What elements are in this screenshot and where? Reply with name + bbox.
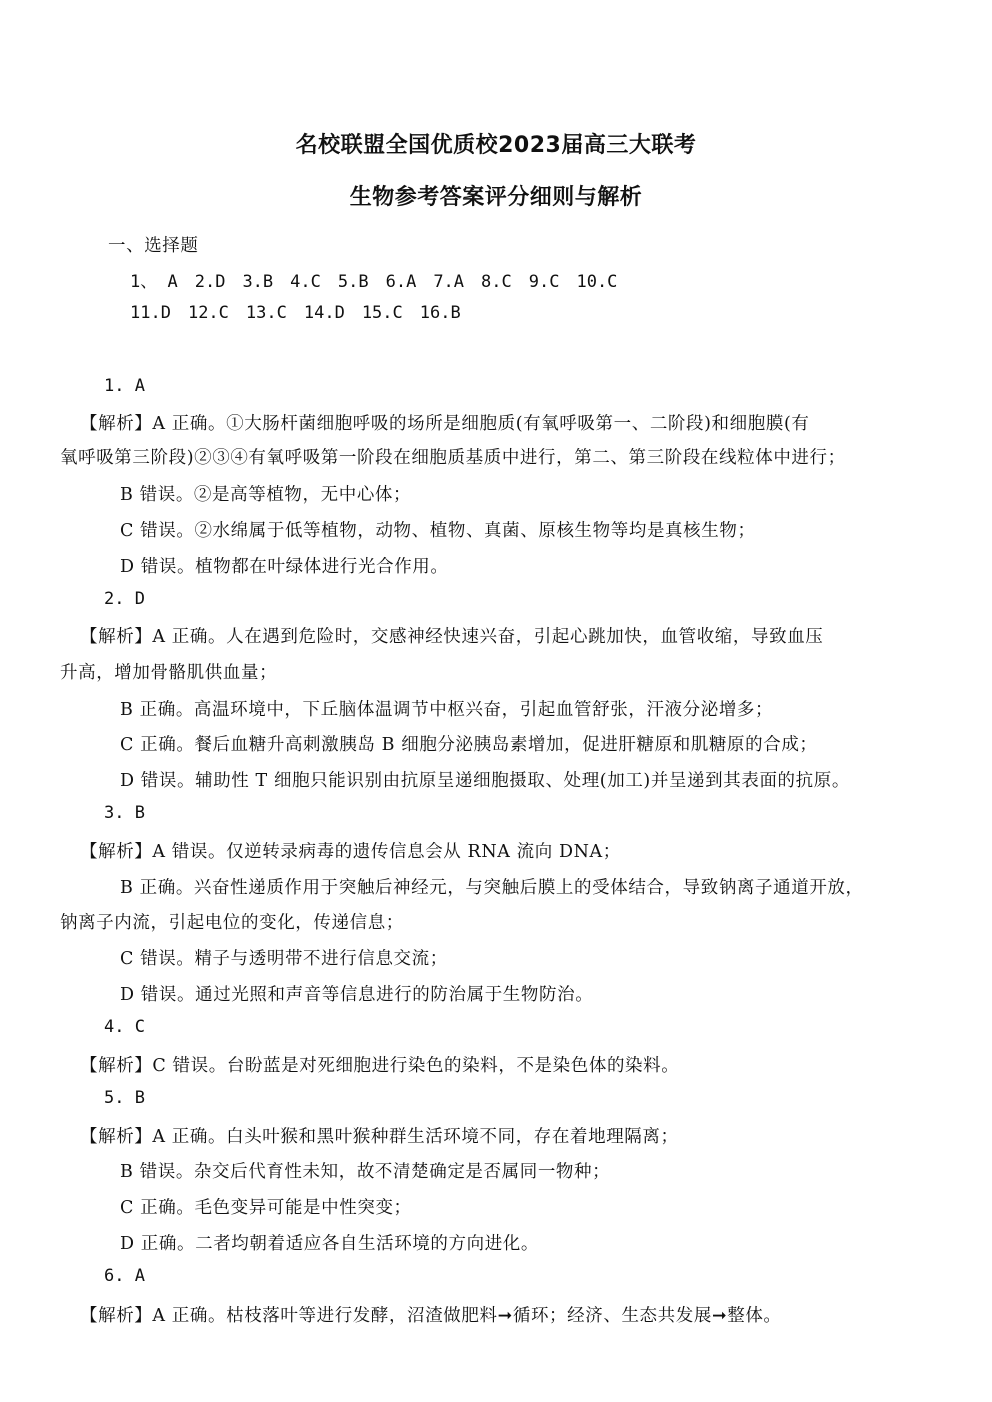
question-3-explanation-line: C 错误。精子与透明带不进行信息交流； — [120, 949, 448, 969]
answer-item: 8.C — [481, 272, 512, 292]
question-2-number: 2. D — [104, 589, 145, 609]
question-1-explanation-line: 氧呼吸第三阶段)②③④有氧呼吸第一阶段在细胞质基质中进行，第二、第三阶段在线粒体中进行； — [60, 448, 846, 468]
question-3-explanation-line: 钠离子内流，引起电位的变化，传递信息； — [60, 913, 404, 933]
question-2-explanation-line: D 错误。辅助性 T 细胞只能识别由抗原呈递细胞摄取、处理(加工)并呈递到其表面的抗原。 — [120, 771, 850, 791]
answer-item: 2.D — [194, 272, 226, 292]
answer-item: 11.D — [130, 303, 171, 323]
question-3-explanation-line: 【解析】A 错误。仅逆转录病毒的遗传信息会从 RNA 流向 DNA； — [80, 842, 621, 862]
answer-item: 15.C — [361, 303, 403, 323]
answer-item: 12.C — [187, 303, 229, 323]
question-1-explanation-line: C 错误。②水绵属于低等植物，动物、植物、真菌、原核生物等均是真核生物； — [120, 521, 756, 541]
question-4-explanation-line: 【解析】C 错误。台盼蓝是对死细胞进行染色的染料，不是染色体的染料。 — [80, 1056, 680, 1076]
question-6-explanation-line: 【解析】A 正确。枯枝落叶等进行发酵，沼渣做肥料➞循环；经济、生态共发展➞整体。 — [80, 1306, 782, 1326]
question-2-explanation-line: C 正确。餐后血糖升高刺激胰岛 B 细胞分泌胰岛素增加，促进肝糖原和肌糖原的合成； — [120, 735, 818, 755]
question-2-explanation-line: B 正确。高温环境中，下丘脑体温调节中枢兴奋，引起血管舒张，汗液分泌增多； — [120, 700, 774, 720]
question-5-explanation-line: B 错误。杂交后代育性未知，故不清楚确定是否属同一物种； — [120, 1162, 611, 1182]
question-5-explanation-line: 【解析】A 正确。白头叶猴和黑叶猴种群生活环境不同，存在着地理隔离； — [80, 1127, 679, 1147]
question-2-explanation-line: 【解析】A 正确。人在遇到危险时，交感神经快速兴奋，引起心跳加快，血管收缩，导致血压 — [80, 627, 824, 647]
question-5-number: 5. B — [104, 1088, 145, 1108]
answer-row-1 — [130, 267, 634, 292]
answer-item: 7.A — [433, 272, 465, 292]
answer-item: 13.C — [245, 303, 287, 323]
question-5-explanation-line: C 正确。毛色变异可能是中性突变； — [120, 1198, 412, 1218]
question-3-explanation-line: B 正确。兴奋性递质作用于突触后神经元，与突触后膜上的受体结合，导致钠离子通道开放， — [120, 878, 864, 898]
question-2-explanation-line: 升高，增加骨骼肌供血量； — [60, 663, 278, 683]
question-3-number: 3. B — [104, 803, 145, 823]
question-1-number: 1. A — [104, 376, 145, 396]
answer-item: 3.B — [242, 272, 274, 292]
answer-item: 6.A — [385, 272, 417, 292]
answer-item: 5.B — [337, 272, 369, 292]
answer-item: 16.B — [419, 303, 461, 323]
question-1-explanation-line: B 错误。②是高等植物，无中心体； — [120, 485, 412, 505]
answer-item: 4.C — [290, 272, 321, 292]
document-subtitle: 生物参考答案评分细则与解析 — [349, 185, 643, 210]
question-4-number: 4. C — [104, 1017, 145, 1037]
question-1-explanation-line: D 错误。植物都在叶绿体进行光合作用。 — [120, 557, 449, 577]
question-5-explanation-line: D 正确。二者均朝着适应各自生活环境的方向进化。 — [120, 1234, 539, 1254]
answer-item: 14.D — [303, 303, 345, 323]
question-1-explanation-line: 【解析】A 正确。①大肠杆菌细胞呼吸的场所是细胞质(有氧呼吸第一、二阶段)和细胞膜(有 — [80, 414, 810, 434]
answer-item: 9.C — [528, 272, 560, 292]
question-6-number: 6. A — [104, 1266, 145, 1286]
document-title: 名校联盟全国优质校2023届高三大联考 — [295, 133, 697, 158]
answer-item: 10.C — [576, 272, 618, 292]
question-3-explanation-line: D 错误。通过光照和声音等信息进行的防治属于生物防治。 — [120, 985, 594, 1005]
answer-item: 1、 A — [130, 272, 178, 292]
section-heading: 一、选择题 — [108, 236, 199, 256]
answer-row-2 — [130, 303, 478, 323]
